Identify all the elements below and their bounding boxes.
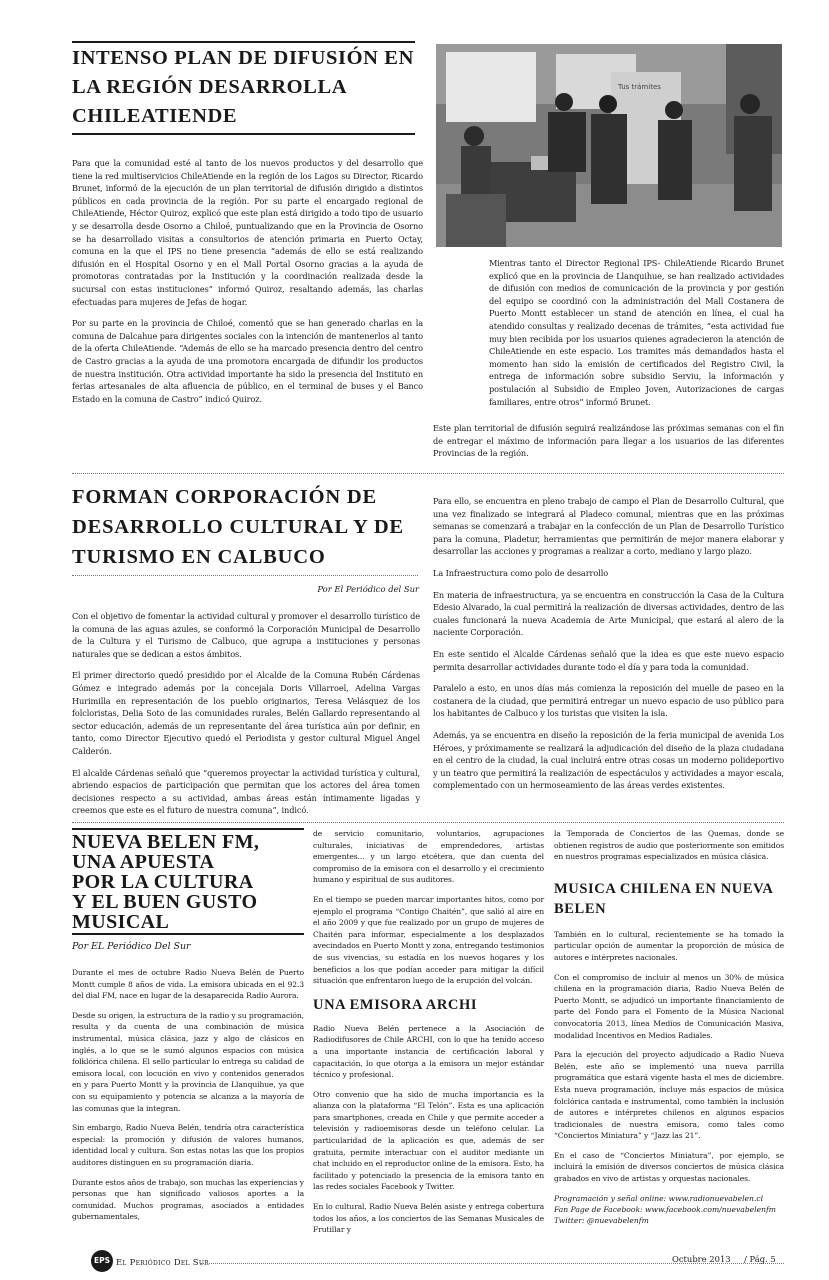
article3-paragraph: Otro convenio que ha sido de mucha importancia es la alianza con la plataforma “El Telón”. Esta es una aplicación para smartphones, creada en Chile y que permite acceder a televisión y radioemisoras desde un teléfono celular. La particularidad de la aplicación es que, además de ser gratuita, permite interactuar con el auditor mediante un chat incluido en el reproductor online de la emisora. Esto, ha facilitado y potenciado la presencia de la emisora tanto en las redes sociales Facebook y Twitter. [313, 1089, 544, 1192]
article3-subheading-musica [554, 879, 784, 919]
photo-scene [436, 44, 782, 247]
article2-paragraph: En materia de infraestructura, ya se encuentra en construcción la Casa de la Cultura Edesio Alvarado, la cual permitirá la realización de diversas actividades, dentro de las cuales funcionará la nueva Academia de Arte Municipal, que estará al alero de la naciente Corporación. [433, 589, 784, 638]
article1-paragraph: Para que la comunidad esté al tanto de los nuevos productos y del desarrollo que tiene la red multiservicios ChileAtiende en la región de los Lagos su Director, Ricardo Brunet, informó de la ejecución de un plan territorial de difusión dirigido a distintos públicos en cada provincia de la región. Por su parte el encargado regional de ChileAtiende, Héctor Quiroz, explicó que este plan está dirigido a todo tipo de usuario y se desarrolla desde Osorno a Chiloé, puntualizando que en la Provincia de Osorno se ha desarrollado visitas a consultorios de atención primaria en Puerto Octay, comuna en la que el IPS no tiene presencia “además de ello se está realizando difusión en el Hospital Osorno y en el Mall Portal Osorno gracias a la ayuda de promotoras contratadas por la Institución y la coordinación realizada desde la sucursal con estas instituciones” informó Quiroz, resaltando además, las charlas efectuadas para mujeres de Jefas de hogar. [72, 158, 423, 307]
svg-text:Tus trámites: Tus trámites [618, 83, 661, 91]
article1-paragraph: Este plan territorial de difusión seguirá realizándose las próximas semanas con el fin de entregar el máximo de información para llegar a los usuarios de las diferentes Provincias de la región. [433, 423, 784, 459]
article2-title-line: DESARROLLO CULTURAL Y DE [72, 516, 404, 538]
article3-column-1 [72, 967, 304, 1231]
article3-column-2 [313, 828, 544, 1244]
footer-publication: El Periódico Del Sur [116, 1257, 209, 1267]
article3-subheading-line: BELEN [554, 900, 607, 917]
article3-paragraph: Sin embargo, Radio Nueva Belén, tendría otra característica especial: la promoción y difusión de valores humanos, identidad local y cultura. Son estas notas las que los propios auditores distinguen en su programación diaria. [72, 1123, 304, 1167]
twitter-link[interactable]: Twitter: @nuevabelenfm [554, 1215, 649, 1225]
article3-paragraph: la Temporada de Conciertos de las Quemas, donde se obtienen registros de audio que posteriormente son emitidos en nuestros programas especializados en música clásica. [554, 829, 784, 862]
article3-paragraph: de servicio comunitario, voluntarios, agrupaciones culturales, iniciativas de emprendedores, artistas emergentes... y un largo etcétera, que dan cuenta del compromiso de la emisora con el desarrollo y el crecimiento humano y espiritual de sus auditores. [313, 829, 544, 885]
article2-byline: Por El Periódico del Sur [317, 584, 419, 594]
article1-title-line: LA REGIÓN DESARROLLA [72, 76, 348, 98]
article1-title-line: INTENSO PLAN DE DIFUSIÓN EN [72, 47, 414, 69]
article3-paragraph: También en lo cultural, recientemente se ha tomado la particular opción de aumentar la proporción de música de autores e intérpretes nacionales. [554, 929, 784, 962]
article2-paragraph: Además, ya se encuentra en diseño la reposición de la feria municipal de avenida Los Héroes, y próximamente se realizará la adjudicación del diseño de la plaza ciudadana en el centro de la ciudad, la cual incluirá entre otras cosas un moderno polideportivo y un teatro que permitirá la realización de espectáculos y actividades a mayor escala, complementado con un hermoseamiento de las áreas verdes existentes. [433, 729, 784, 791]
article1-left-column [72, 157, 423, 414]
website-link[interactable]: Programación y señal online: www.radionuevabelen.cl [554, 1193, 764, 1203]
article3-paragraph: Para la ejecución del proyecto adjudicado a Radio Nueva Belén, este año se implementó una nueva parrilla programática que estará vigente hasta el mes de diciembre. Esta nueva programación, incluye más espacios de música folclórica cantada e instrumental, como también la inclusión de autores e intérpretes chilenos en algunos espacios tradicionales de nuestra emisora, como tales como “Conciertos Miniatura” y “Jazz las 21”. [554, 1050, 784, 1141]
article3-paragraph: Durante estos años de trabajo, son muchas las experiencias y personas que han significado valiosos aportes a la comunidad. Muchos programas, asociados a entidades gubernamentales, [72, 1177, 304, 1222]
article1-paragraph: Mientras tanto el Director Regional IPS- ChileAtiende Ricardo Brunet explicó que en la provincia de Llanquihue, se han realizado actividades de difusión con medios de comunicación de la provincia y por gestión del equipo se coordinó con la administración del Mall Costanera de Puerto Montt establecer un stand de atención en línea, el cual ha atendido consultas y realizado decenas de trámites, “esta actividad fue muy bien recibida por los usuarios quienes agradecieron la atención de ChileAtiende en este espacio. Los tramites más demandados hasta el momento han sido la emisión de certificados del Registro Civil, la entrega de información sobre subsidio Serviu, la información y postulación al Subsidio de Empleo Joven, Autorizaciones de cargas familiares, entre otros” informó Brunet. [489, 258, 784, 407]
article3-paragraph: Durante el mes de octubre Radio Nueva Belén de Puerto Montt cumple 8 años de vida. La emisora ubicada en el 92.3 del dial FM, nace en lugar de la desaparecida Radio Aurora. [72, 968, 304, 1001]
article1-photo [436, 44, 782, 247]
article2-paragraph: Con el objetivo de fomentar la actividad cultural y promover el desarrollo turístico de la comuna de las aguas azules, se conformó la Corporación Municipal de Desarrollo de la Cultura y el Turismo de Calbuco, que agrupa a instituciones y personas naturales que se dedican a estos ámbitos. [72, 611, 420, 659]
article3-subheading-archi: UNA EMISORA ARCHI [313, 996, 478, 1013]
article3-paragraph: En lo cultural, Radio Nueva Belén asiste y entrega cobertura todos los años, a los conciertos de las Semanas Musicales de Frutillar y [313, 1202, 544, 1235]
article2-headline [72, 482, 432, 572]
article1-right-column [489, 257, 784, 417]
article1-top-rule [72, 41, 415, 43]
article3-title-line: Y EL BUEN GUSTO [72, 891, 258, 913]
footer-date: Octubre 2013 [672, 1254, 731, 1264]
facebook-link[interactable]: Fan Page de Facebook: www.facebook.com/nuevabelenfm [554, 1204, 776, 1214]
article3-title-line: POR LA CULTURA [72, 871, 254, 893]
section-divider [72, 822, 784, 823]
article3-title-line: UNA APUESTA [72, 851, 215, 873]
article2-paragraph: Paralelo a esto, en unos días más comienza la reposición del muelle de paseo en la costanera de la ciudad, que permitirá entregar un nuevo espacio de uso público para los habitantes de Calbuco y los turistas que visiten la isla. [433, 683, 784, 719]
article3-bottom-rule [72, 933, 304, 935]
article2-paragraph: En este sentido el Alcalde Cárdenas señaló que la idea es que este nuevo espacio permita desarrollar actividades durante todo el día y para toda la comunidad. [433, 648, 784, 672]
article3-paragraph: Con el compromiso de incluir al menos un 30% de música chilena en la programación diaria, Radio Nueva Belén de Puerto Montt, se adjudicó un importante financiamiento de parte del Fondo para el Fomento de la Música Nacional convocatoria 2013, línea Medios de Comunicación Masiva, modalidad Incentivos en Medios Radiales. [554, 972, 784, 1040]
article2-right-column [433, 495, 784, 801]
article3-paragraph: En el caso de “Conciertos Miniatura”, por ejemplo, se incluirá la emisión de diversos conciertos de música clásica grabados en vivo de artistas y orquestas nacionales. [554, 1150, 784, 1184]
article2-left-column [72, 610, 420, 826]
article3-paragraph: Radio Nueva Belén pertenece a la Asociación de Radiodifusores de Chile ARCHI, con lo que ha tenido acceso a una importante instancia de certificación laboral y capacitación, lo que otorga a la emisora un mejor estándar técnico y profesional. [313, 1023, 544, 1080]
eps-logo-icon: EPS [91, 1250, 113, 1272]
article3-column-3 [554, 828, 784, 1226]
article3-byline: Por EL Periódico Del Sur [72, 941, 191, 952]
article3-online-links [554, 1193, 784, 1226]
article3-paragraph: Desde su origen, la estructura de la radio y su programación, resulta y da cuenta de una combinación de música instrumental, música clásica, jazz y algo de clásicos en inglés, a lo que se le sumó algunos espacios con música folklórica chilena. El sello particular lo entrega su calidad de emisora local, con locución en vivo y contenidos generados en y para Puerto Montt y la provincia de Llanquihue, ya que con su equipamiento y potencia se alcanza a la mayoría de las comunas que la integran. [72, 1010, 304, 1113]
article3-headline [72, 832, 306, 932]
article2-rule [72, 575, 418, 576]
article2-title-line: FORMAN CORPORACIÓN DE [72, 486, 377, 508]
article2-title-line: TURISMO EN CALBUCO [72, 546, 326, 568]
article3-title-line: MUSICAL [72, 911, 170, 933]
article1-headline [72, 44, 422, 131]
article1-closing [433, 422, 784, 469]
article3-top-rule [72, 828, 304, 830]
section-divider [72, 473, 784, 474]
article1-title-line: CHILEATIENDE [72, 105, 238, 127]
article3-subheading-line: MUSICA CHILENA EN NUEVA [554, 880, 774, 897]
article3-title-line: NUEVA BELEN FM, [72, 831, 260, 853]
footer-page-number: / Pág. 5 [744, 1254, 776, 1264]
article3-paragraph: En el tiempo se pueden marcar importantes hitos, como por ejemplo el programa “Contigo Chaitén”, que salió al aire en el año 2009 y que fue realizado por un grupo de mujeres de Chaitén para informar, especialmente a los desplazados avecindados en Puerto Montt y zona, entregando testimonios de sus vivencias, su estadía en los nuevos hogares y los beneficios a los que podían acceder para mitigar la difícil situación que enfrentaron luego de la erupción del volcán. [313, 894, 544, 986]
article2-subheading: La Infraestructura como polo de desarrollo [433, 567, 609, 578]
article1-paragraph: Por su parte en la provincia de Chiloé, comentó que se han generado charlas en la comuna de Dalcahue para dirigentes sociales con la intención de mantenerlos al tanto de la oferta ChileAtiende. “Además de ello se ha marcado presencia dentro del centro de Castro gracias a la ayuda de una promotora encargada de difundir los productos de nuestra institución. Otra actividad importante ha sido la presencia del Instituto en ferias artesanales de alta afluencia de público, en el terminal de buses y el Banco Estado en la comuna de Castro” indicó Quiroz. [72, 318, 423, 404]
article2-paragraph: El primer directorio quedó presidido por el Alcalde de la Comuna Rubén Cárdenas Gómez e integrado además por la concejala Doris Villarroel, Adelina Vargas Hurimilla en representación de los pueblo originarios, Teresa Velásquez de los folcloristas, Delia Soto de las comunidades rurales, Belén Gallardo representando al sector educación, además de un representante del área turística aún por definir, en tanto, como Director Ejecutivo quedó el Periodista y gestor cultural Miguel Angel Calderón. [72, 670, 420, 756]
article2-paragraph: El alcalde Cárdenas señaló que “queremos proyectar la actividad turística y cultural, abriendo espacios de participación que permitan que los actores del área tomen decisiones respecto a su actividad, ambas áreas están íntimamente ligadas y creemos que este es el futuro de nuestra comuna”, indicó. [72, 767, 420, 816]
article2-paragraph: Para ello, se encuentra en pleno trabajo de campo el Plan de Desarrollo Cultural, que una vez finalizado se integrará al Pladeco comunal, mientras que en las próximas semanas se comenzará a trabajar en la confección de un Plan de Desarrollo Turístico para la comuna, Pladetur, herramientas que permitirán de mejor manera elaborar y desarrollar las acciones y programas a realizar a corto, mediano y largo plazo. [433, 496, 784, 557]
article1-bottom-rule [72, 133, 415, 135]
